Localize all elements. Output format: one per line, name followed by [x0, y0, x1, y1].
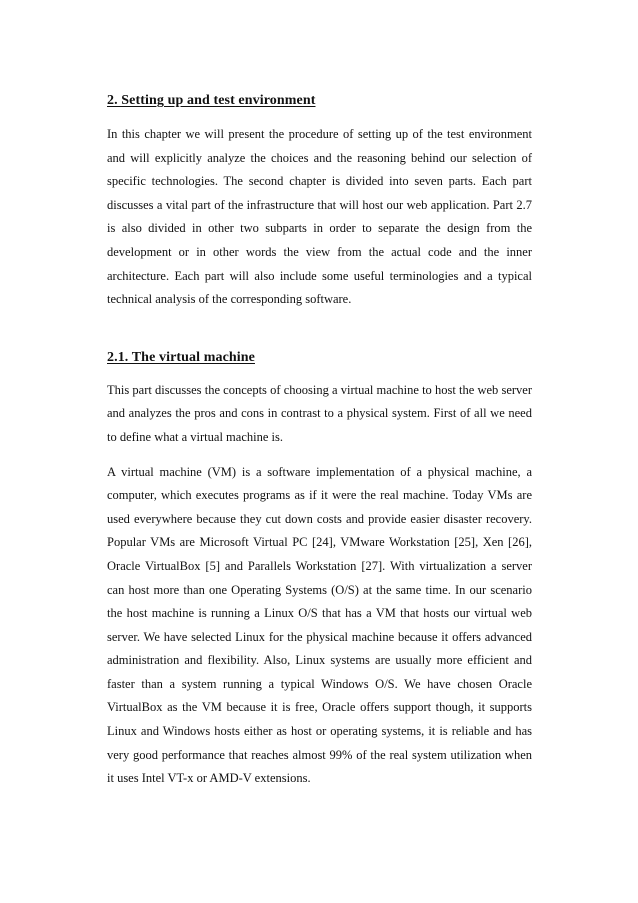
document-page	[107, 92, 532, 791]
section-paragraph-vm-concepts: This part discusses the concepts of choosing a virtual machine to host the web server and analyzes the pros and cons in contrast to a physical system. First of all we need to define what a virtual machine is.	[107, 382, 532, 444]
section-heading-virtual-machine: 2.1. The virtual machine	[107, 349, 255, 365]
section-heading-setting-up: 2. Setting up and test environment	[107, 93, 316, 108]
section-virtual-machine	[107, 349, 532, 791]
section-paragraph-intro: In this chapter we will present the procedure of setting up of the test environment and will explicitly analyze the choices and the reasoning behind our selection of specific technologies. The second chapter is divided into seven parts. Each part discusses a vital part of the infrastructure that will host our web application. Part 2.7 is also divided in other two subparts in order to separate the design from the development or in other words the view from the actual code and the inner architecture. Each part will also include some useful terminologies and a typical technical analysis of the corresponding software.	[107, 127, 532, 307]
section-paragraph-vm-definition: A virtual machine (VM) is a software implementation of a physical machine, a computer, which executes programs as if it were the real machine. Today VMs are used everywhere because they cut down costs and provide easier disaster recovery. Popular VMs are Microsoft Virtual PC [24], VMware Workstation [25], Xen [26], Oracle VirtualBox [5] and Parallels Workstation [27]. With virtualization a server can host more than one Operating Systems (O/S) at the same time. In our scenario the host machine is running a Linux O/S that has a VM that hosts our virtual web server. We have selected Linux for the physical machine because it offers advanced administration and flexibility. Also, Linux systems are usually more efficient and faster than a system running a typical Windows O/S. We have chosen Oracle VirtualBox as the VM because it is free, Oracle offers support though, it supports Linux and Windows hosts either as host or operating systems, it is reliable and has very good performance that reaches almost 99% of the real system utilization when it uses Intel VT-x or AMD-V extensions.	[107, 464, 532, 786]
